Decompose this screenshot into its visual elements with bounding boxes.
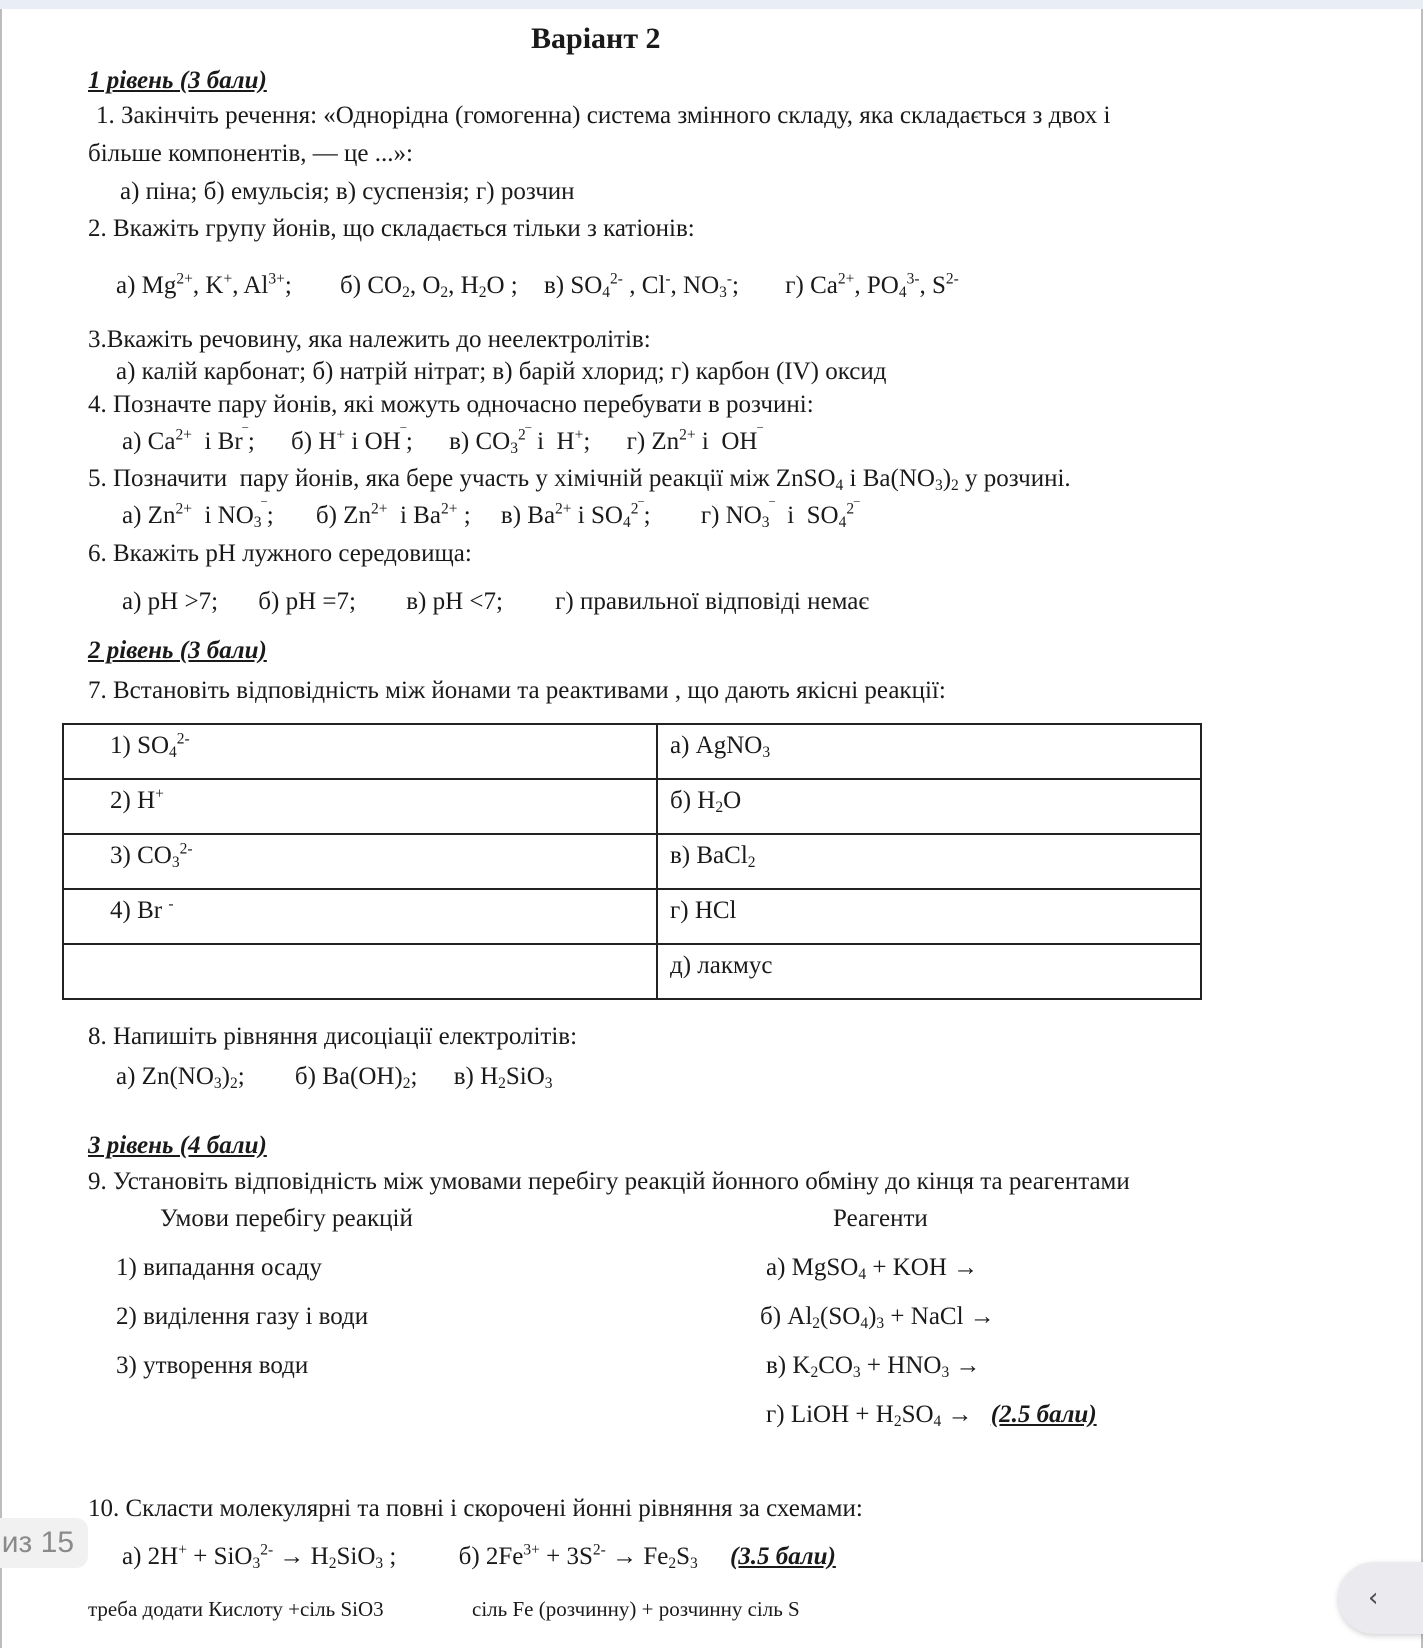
q2-option-c: в) $SO_4^{2-}$ , Cl-, $NO_3^-$; (543, 270, 739, 301)
level-3-heading: 3 рівень (4 бали) (88, 1132, 267, 1159)
table-row (63, 889, 1201, 944)
question-2-options (116, 271, 959, 301)
q4-option-b: б) H+ і OH‾; (291, 426, 413, 455)
question-1-text: 1. Закінчіть речення: «Однорідна (гомогенна) система змінного складу, яка складається з двох і (96, 102, 1111, 129)
condition-2: 2) виділення газу і води (116, 1303, 369, 1330)
question-10-text: 10. Скласти молекулярні та повні і скорочені йонні рівняння за схемами: (88, 1495, 863, 1522)
q6-option-c: в) pH <7; (406, 588, 503, 615)
question-4-options (122, 427, 763, 457)
q9-points: (2.5 бали) (990, 1401, 1097, 1428)
condition-3: 3) утворення води (116, 1352, 309, 1379)
question-4-text: 4. Позначте пару йонів, які можуть одночасно перебувати в розчині: (88, 391, 814, 418)
question-6-options (122, 587, 869, 617)
question-8-options (116, 1062, 553, 1092)
table-row (63, 779, 1201, 834)
chevron-left-icon: ‹ (1368, 1583, 1379, 1613)
level-2-heading: 2 рівень (3 бали) (88, 637, 267, 664)
handwritten-note-b: сіль Fe (розчинну) + розчинну сіль S (472, 1597, 800, 1621)
reagent-c: в) $K_2CO_3 + HNO_3$ → (766, 1352, 981, 1381)
question-1-text-cont: більше компонентів, — це ...»: (88, 140, 413, 167)
q5-option-a: а) $Zn^{2+}$ і $NO_3^‾$; (122, 500, 274, 531)
q4-option-a: а) $Ca^{2+}$ і Br‾; (122, 426, 255, 455)
page-title: Варіант 2 (531, 22, 661, 55)
page-counter-badge: из 15 (0, 1518, 88, 1568)
table-cell-ion: 3) $CO_3^{2-}$ (63, 834, 657, 889)
q4-option-d: г) $Zn^{2+}$ і OH‾ (626, 426, 763, 455)
q6-option-a: а) pH >7; (122, 588, 219, 615)
table-row (63, 944, 1201, 999)
page-border-left (0, 9, 2, 1648)
reagents-header: Реагенти (833, 1205, 928, 1232)
level-1-heading: 1 рівень (3 бали) (88, 67, 267, 94)
table-cell-reagent: г) HCl (657, 889, 1201, 944)
q5-option-d: г) $NO_3^‾$ і $SO_4^{2‾}$ (700, 500, 860, 531)
question-3-options: а) калій карбонат; б) натрій нітрат; в) барій хлорид; г) карбон (IV) оксид (116, 358, 887, 385)
question-1-options: а) піна; б) емульсія; в) суспензія; г) розчин (120, 178, 575, 205)
reagent-b: б) $Al_2(SO_4)_3$ + NaCl → (760, 1303, 995, 1332)
question-5-text: 5. Позначити пару йонів, яка бере участь у хімічній реакції між ZnSO$_4$ і $Ba(NO_3)_2$ у розчині. (88, 465, 1071, 494)
table-cell-ion: 2) H+ (63, 779, 657, 834)
q10-option-a: а) $2H^+ + SiO_3^{2-} \to H_2SiO_3$ ; (122, 1541, 397, 1572)
q8-option-a: а) $Zn(NO_3)_2$; (116, 1063, 245, 1092)
table-cell-reagent: в) BaCl$_2$ (657, 834, 1201, 889)
table-cell-reagent: б) $H_2O$ (657, 779, 1201, 834)
reagent-d: г) LiOH + $H_2SO_4 \to (2.5$ бали) (766, 1401, 1097, 1430)
q5-option-c: в) $Ba^{2+}$ і $SO_4^{2‾}$; (500, 500, 651, 531)
table-row (63, 724, 1201, 779)
question-10-options (122, 1542, 836, 1572)
question-9-text: 9. Установіть відповідність між умовами перебігу реакцій йонного обміну до кінця та реагентами (88, 1168, 1130, 1195)
back-button[interactable] (1338, 1562, 1423, 1634)
table-row (63, 834, 1201, 889)
q10-option-b: б) $2Fe^{3+} + 3S^{2-} \to Fe_2S_3$ (458, 1541, 698, 1572)
reagent-a: а) MgSO$_4$ + KOH → (766, 1254, 979, 1283)
condition-1: 1) випадання осаду (116, 1254, 322, 1281)
q8-option-c: в) $H_2SiO_3$ (453, 1063, 553, 1092)
q6-option-b: б) pH =7; (258, 588, 356, 615)
table-cell-reagent: а) AgNO$_3$ (657, 724, 1201, 779)
handwritten-note-a: треба додати Кислоту +сіль SiO3 (88, 1597, 384, 1621)
q6-option-d: г) правильної відповіді немає (555, 588, 870, 615)
q4-option-c: в) $CO_3^{2‾}$ і H+; (449, 426, 591, 457)
question-3-text: 3.Вкажіть речовину, яка належить до неелектролітів: (88, 326, 651, 353)
q2-option-d: г) $Ca^{2+}$, $PO_4^{3-}$, $S^{2-}$ (785, 270, 959, 301)
table-cell-ion: 1) $SO_4^{2-}$ (63, 724, 657, 779)
question-6-text: 6. Вкажіть pH лужного середовища: (88, 540, 472, 567)
table-cell-reagent: д) лакмус (657, 944, 1201, 999)
question-5-options (122, 501, 859, 531)
matching-table (62, 723, 1202, 1000)
conditions-header: Умови перебігу реакцій (160, 1205, 413, 1232)
table-cell-ion (63, 944, 657, 999)
question-8-text: 8. Напишіть рівняння дисоціації електролітів: (88, 1023, 578, 1050)
q2-option-a: а) $Mg^{2+}$, K+, $Al^{3+}$; (116, 270, 292, 299)
question-2-text: 2. Вкажіть групу йонів, що складається тільки з катіонів: (88, 215, 695, 242)
table-cell-ion: 4) Br - (63, 889, 657, 944)
document-page (0, 9, 1423, 1648)
q2-option-b: б) $CO_2$, $O_2$, $H_2O$ ; (340, 272, 518, 301)
viewer-top-bar (0, 0, 1423, 9)
q5-option-b: б) $Zn^{2+}$ і $Ba^{2+}$ ; (315, 500, 471, 529)
q8-option-b: б) $Ba(OH)_2$; (294, 1063, 418, 1092)
q10-points: (3.5 бали) (729, 1543, 836, 1570)
question-7-text: 7. Встановіть відповідність між йонами та реактивами , що дають якісні реакції: (88, 677, 946, 704)
